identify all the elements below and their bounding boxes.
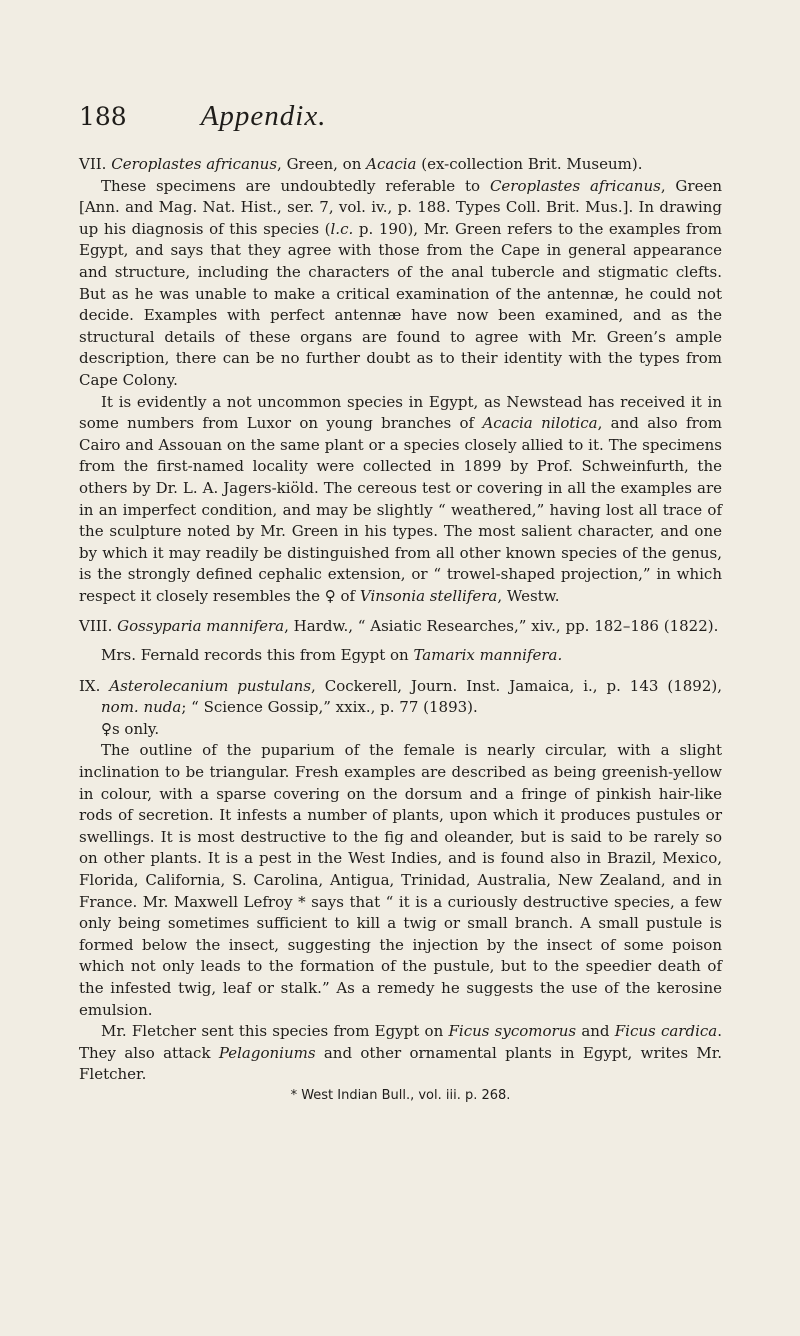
paragraph-text: , Westw. bbox=[497, 586, 560, 605]
species-name: Asterolecanium pustulans bbox=[109, 676, 312, 695]
species-name: Ceroplastes africanus bbox=[111, 155, 278, 173]
page-number: 188 bbox=[79, 102, 127, 131]
citation-abbrev: l.c. bbox=[330, 219, 354, 238]
paragraph: The outline of the puparium of the female is nearly circular, with a slight inclination to be triangular. Fresh examples are described as being greenish-yellow in colour, with a sparse covering on the dorsum and a fringe of pinkish hair-like rods of secretion. It infests a number of plants, upon which it produces pustules or swellings. It is most destructive to the fig and oleander, but is said to be rarely so on other plants. It is a pest in the West Indies, and is found also in Brazil, Mexico, Florida, California, S. Carolina, Antigua, Trinidad, Australia, New Zealand, and in France. Mr. Maxwell Lefroy * says that “ it is a curiously destructive species, a few only being sometimes sufficient to kill a twig or small branch. A small pustule is formed below the insect, suggesting the injection by the insect of some poison which not only leads to the formation of the pustule, but to the speedier death of the infested twig, leaf or stalk.” As a remedy he suggests the use of the kerosine emulsion. bbox=[79, 741, 722, 1019]
host-plant: Tamarix mannifera. bbox=[413, 646, 563, 665]
paragraph-text: These specimens are undoubtedly referable to bbox=[101, 176, 490, 195]
entry-numeral: VII. bbox=[79, 155, 107, 173]
paragraph-text: and other ornamental plants in Egypt, writes Mr. Fletcher. bbox=[79, 1043, 722, 1084]
paragraph: ♀s only. bbox=[101, 719, 160, 738]
body-text bbox=[79, 154, 722, 1086]
paragraph-text: p. 190), Mr. Green refers to the examples from Egypt, and says that they agree with those from the Cape in general appearance and structure, including the characters of the anal tubercle and stigmatic clefts. But as he was unable to make a critical examination of the antennæ, he could not decide. Examples with perfect antennæ have now been examined, and as the structural details of these organs are found to agree with Mr. Green’s ample description, there can be no further doubt as to their identity with the types from Cape Colony. bbox=[79, 219, 722, 389]
entry-heading-viii bbox=[79, 616, 722, 638]
entry-citation: (ex-collection Brit. Museum). bbox=[416, 155, 643, 173]
host-plant: Acacia bbox=[366, 155, 417, 173]
entry-numeral: IX. bbox=[79, 676, 101, 695]
paragraph-text: . They also attack bbox=[79, 1022, 723, 1062]
paragraph-text: It is evidently a not uncommon species in Egypt, as Newstead has received it in some numbers from Luxor on young branches of bbox=[79, 392, 722, 433]
paragraph-text: and bbox=[576, 1022, 615, 1041]
paragraph bbox=[79, 392, 722, 608]
paragraph-text: Mrs. Fernald records this from Egypt on bbox=[101, 646, 414, 665]
entry-heading-ix bbox=[79, 676, 722, 719]
paragraph bbox=[79, 1021, 722, 1086]
paragraph bbox=[79, 645, 722, 667]
host-plant: Ficus cardica bbox=[614, 1022, 718, 1041]
paragraph-text: Mr. Fletcher sent this species from Egypt on bbox=[101, 1022, 449, 1041]
nomenclature-note: nom. nuda bbox=[101, 698, 182, 717]
host-plant: Ficus sycomorus bbox=[448, 1022, 577, 1041]
species-name: Vinsonia stellifera bbox=[359, 586, 498, 605]
paragraph-text: , and also from Cairo and Assouan on the same plant or a species closely allied to it. The specimens from the first-named locality were collected in 1899 by Prof. Schweinfurth, the others by Dr. L. A. Jagers-kiöld. The cereous test or covering in all the examples are in an imperfect condition, and may be slightly “ weathered,” having lost all trace of the sculpture noted by Mr. Green in his types. The most salient character, and one by which it may readily be distinguished from all other known species of the genus, is the strongly defined cephalic extension, or “ trowel-shaped projection,” in which respect it closely resembles the ♀ of bbox=[79, 414, 723, 605]
entry-citation: , Hardw., “ Asiatic Researches,” xiv., pp. 182–186 (1822). bbox=[284, 617, 719, 636]
entry-citation: , Cockerell, Journ. Inst. Jamaica, i., p. 143 (1892), bbox=[311, 676, 722, 695]
running-head: Appendix. bbox=[200, 100, 327, 132]
host-plant: Acacia nilotica bbox=[482, 414, 598, 433]
entry-heading-vii bbox=[79, 154, 722, 176]
page-header bbox=[79, 100, 722, 136]
footnote: * West Indian Bull., vol. iii. p. 268. bbox=[290, 1087, 511, 1103]
species-name: Ceroplastes africanus bbox=[489, 176, 661, 195]
entry-numeral: VIII. bbox=[79, 617, 113, 636]
paragraph-text: , Green [Ann. and Mag. Nat. Hist., ser. 7, vol. iv., p. 188. Types Coll. Brit. Mus.]. In drawing up his diagnosis of this species ( bbox=[79, 176, 722, 238]
paragraph bbox=[79, 176, 722, 392]
species-name: Gossyparia mannifera bbox=[117, 617, 285, 636]
entry-citation: ; “ Science Gossip,” xxix., p. 77 (1893). bbox=[181, 698, 478, 717]
host-plant: Pelagoniums bbox=[218, 1043, 316, 1062]
entry-citation: , Green, on bbox=[277, 155, 367, 173]
